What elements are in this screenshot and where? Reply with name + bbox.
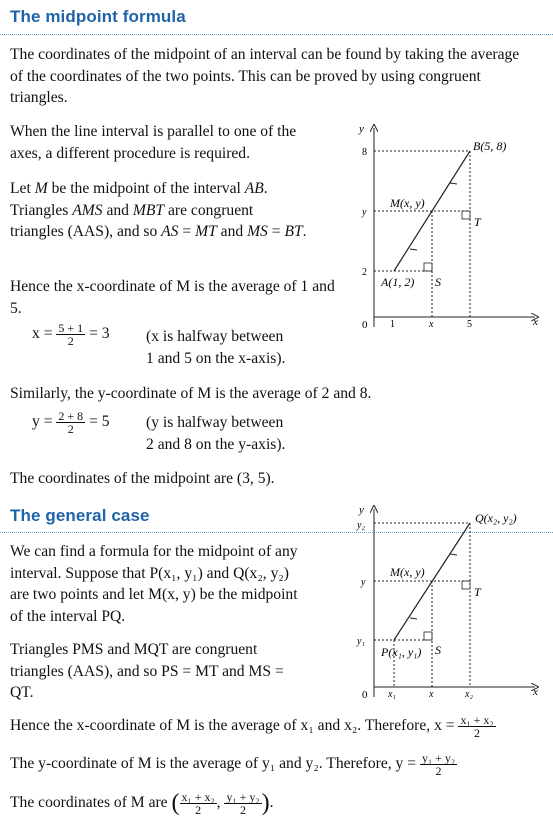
midpoint-diagram-general: [345, 503, 550, 703]
xtick-1: 1: [390, 319, 395, 330]
label-M-2: M(x, y): [390, 565, 425, 579]
midpoint-conclusion: The coordinates of the midpoint are (3, 5).: [10, 470, 275, 487]
xtick-x2: x₂: [465, 689, 473, 700]
ytick-y1: y₁: [357, 636, 365, 647]
label-T-2: T: [474, 585, 481, 599]
label-T: T: [474, 215, 481, 229]
origin-label: 0: [362, 319, 368, 331]
midpoint-diagram-numeric: [345, 122, 550, 332]
y-average-equation: y = $\frac{2 + 8}{2}$ = 5: [32, 409, 110, 436]
x-axis-label: x: [533, 316, 538, 328]
ytick-2: 2: [362, 267, 367, 278]
y-axis-label: y: [359, 123, 364, 135]
section-heading-midpoint-formula: The midpoint formula: [10, 7, 186, 26]
label-A: A(1, 2): [381, 275, 415, 289]
general-y-formula: The y-coordinate of M is the average of y₁ and y₂. Therefore, y = $\frac{\text{y₁ + y₂}}{2}$: [10, 751, 456, 778]
general-x-formula: Hence the x-coordinate of M is the average of x₁ and x₂. Therefore, x = $\frac{\text{x₁ + x₂}}{2}$: [10, 713, 494, 740]
section-divider: [0, 34, 553, 35]
ytick-y-2: y: [361, 577, 366, 588]
label-S: S: [435, 275, 441, 289]
xtick-x-2: x: [429, 689, 434, 700]
general-midpoint-coordinates: The coordinates of M are ( $\frac{\text{x₁ + x₂}}{2}$ , $\frac{\text{y₁ + y₂}}{2}$ ).: [10, 790, 274, 817]
xtick-x: x: [429, 319, 434, 330]
hence-x-paragraph: Hence the x-coordinate of M is the average of 1 and 5.: [10, 278, 335, 317]
parallel-note-paragraph: When the line interval is parallel to one of the axes, a different procedure is required.: [10, 123, 297, 162]
y-halfway-note: (y is halfway between 2 and 8 on the y-axis).: [146, 414, 286, 453]
section-heading-general-case: The general case: [10, 506, 150, 525]
ytick-y2: y₂: [357, 520, 365, 531]
y-axis-label-2: y: [359, 504, 364, 516]
label-Q: Q(x₂, y₂): [475, 511, 517, 525]
label-S-2: S: [435, 643, 441, 657]
general-triangles-paragraph: Triangles PMS and MQT are congruent triangles (AAS), and so PS = MT and MS = QT.: [10, 641, 284, 701]
x-axis-label-2: x: [533, 686, 538, 698]
label-M: M(x, y): [390, 196, 425, 210]
label-P: P(x₁, y₁): [381, 645, 422, 659]
origin-label-2: 0: [362, 689, 368, 701]
xtick-x1: x₁: [388, 689, 396, 700]
x-average-equation: x = $\frac{5 + 1}{2}$ = 3: [32, 321, 110, 348]
ytick-8: 8: [362, 147, 367, 158]
similarly-y-paragraph: Similarly, the y-coordinate of M is the average of 2 and 8.: [10, 385, 372, 402]
general-intro-paragraph: We can find a formula for the midpoint of any interval. Suppose that P(x₁, y₁) and Q(x₂, y₂) are two points and let M(x, y) be the midpoint of the interval PQ.: [10, 543, 298, 625]
x-halfway-note: (x is halfway between 1 and 5 on the x-axis).: [146, 328, 286, 367]
ytick-y: y: [362, 207, 367, 218]
xtick-5: 5: [467, 319, 472, 330]
label-B: B(5, 8): [473, 139, 507, 153]
intro-paragraph: The coordinates of the midpoint of an interval can be found by taking the average of the coordinates of the two points. This can be proved by using congruent triangles.: [10, 46, 520, 106]
congruent-triangles-paragraph: Let M be the midpoint of the interval AB. Triangles AMS and MBT are congruent triangles (AAS), and so AS = MT and MS = BT.: [10, 180, 307, 240]
